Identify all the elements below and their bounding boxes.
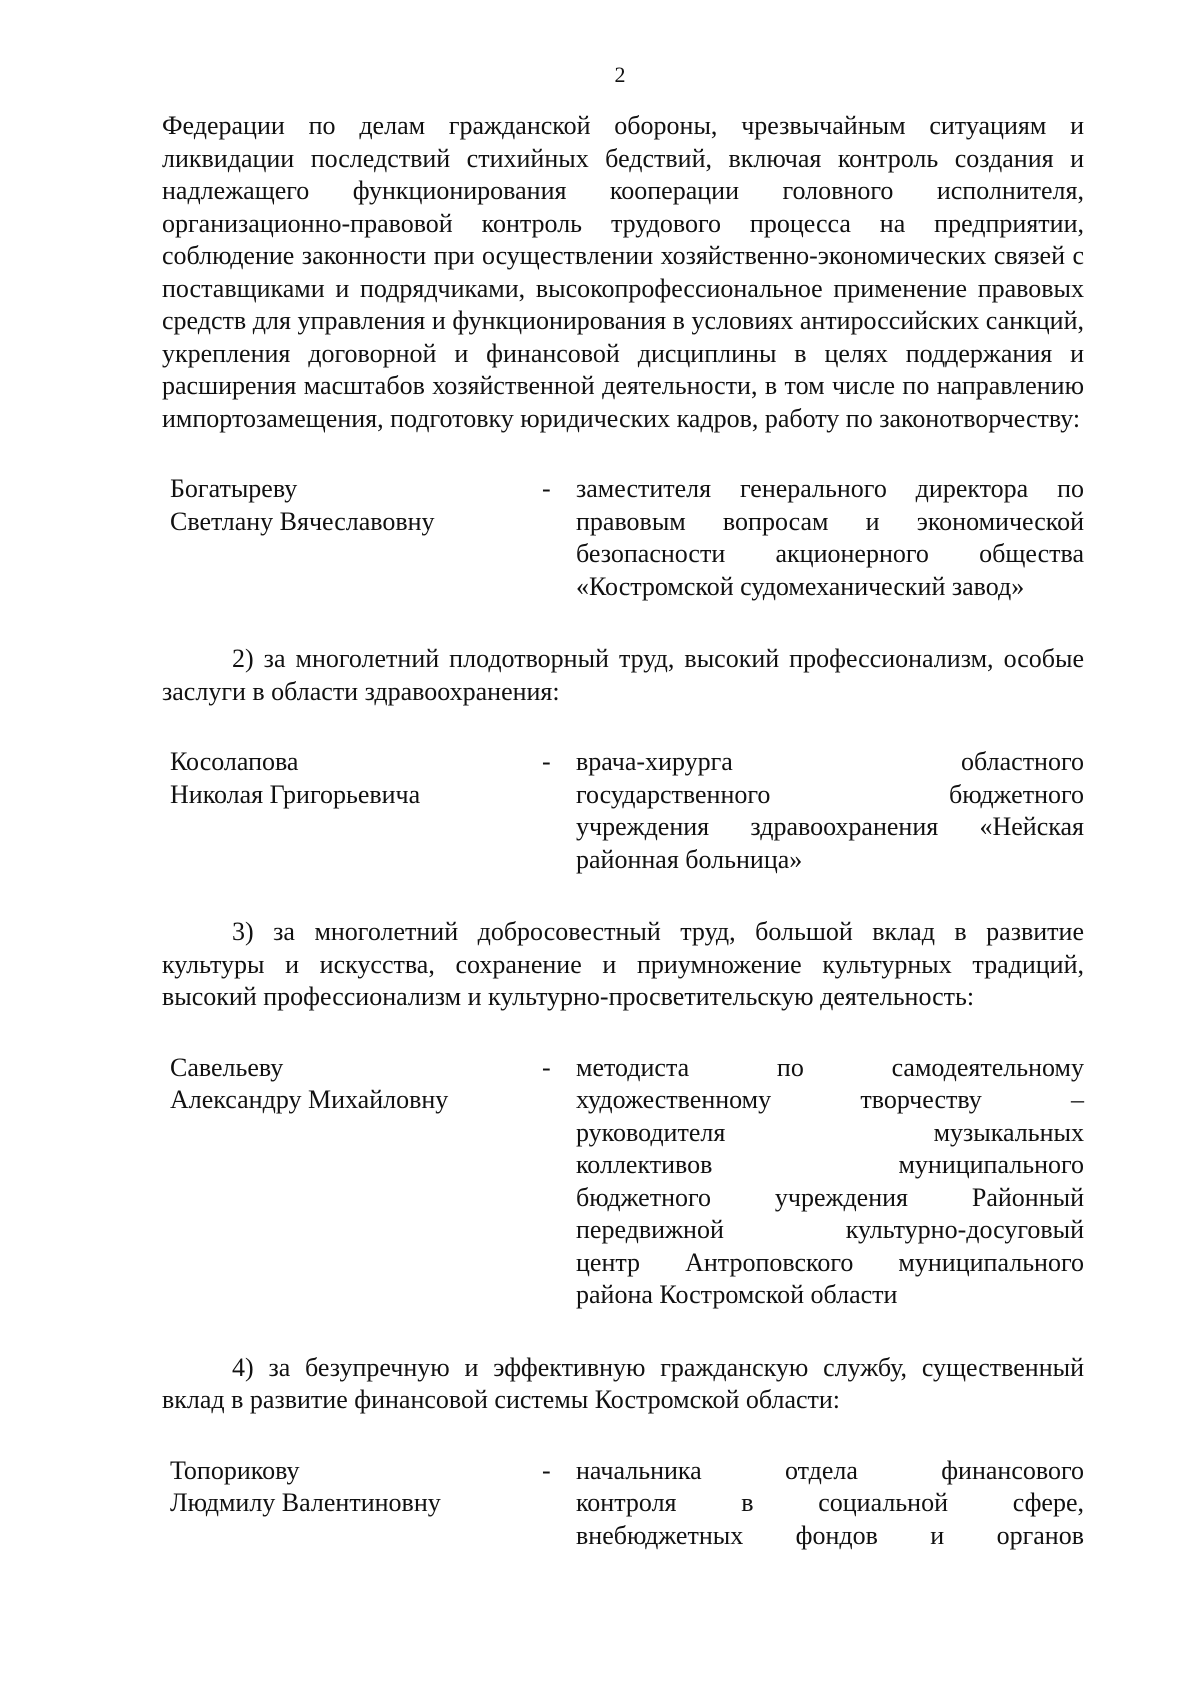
section-4-paragraph: 4) за безупречную и эффективную гражданскую службу, существенный вклад в развитие финансовой системы Костромской области:	[162, 1352, 1084, 1414]
dash-separator: -	[542, 1455, 551, 1485]
awardee-name: Богатыреву Светлану Вячеславовну	[170, 474, 435, 536]
awardee-name: Савельеву Александру Михайловну	[170, 1052, 449, 1114]
dash-separator: -	[542, 1052, 551, 1082]
section-3-paragraph: 3) за многолетний добросовестный труд, большой вклад в развитие культуры и искусства, сохранение и приумножение культурных традиций, высокий профессионализм и культурно-просветительскую деятельность:	[162, 917, 1084, 1011]
awardee-name: Топорикову Людмилу Валентиновну	[170, 1455, 441, 1517]
document-body	[162, 110, 1084, 1592]
awardee-name: Косолапова Николая Григорьевича	[170, 747, 421, 809]
awardee-4	[162, 1455, 1084, 1553]
page-number: 2	[614, 62, 626, 87]
awardee-2	[162, 746, 1084, 876]
awardee-3	[162, 1052, 1084, 1312]
awardee-1	[162, 473, 1084, 603]
awardee-position: начальника отдела финансового контроля в социальной сфере, внебюджетных фондов и органов	[576, 1455, 1084, 1550]
intro-paragraph: Федерации по делам гражданской обороны, чрезвычайным ситуациям и ликвидации последствий стихийных бедствий, включая контроль создания и надлежащего функционирования кооперации головного исполнителя, организационно-правовой контроль трудового процесса на предприятии, соблюдение законности при осуществлении хозяйственно-экономических связей с поставщиками и подрядчиками, высокопрофессиональное применение правовых средств для управления и функционирования в условиях антироссийских санкций, укрепления договорной и финансовой дисциплины в целях поддержания и расширения масштабов хозяйственной деятельности, в том числе по направлению импортозамещения, подготовку юридических кадров, работу по законотворчеству:	[162, 111, 1084, 433]
awardee-position: заместителя генерального директора по правовым вопросам и экономической безопасности акционерного общества «Костромской судомеханический завод»	[576, 474, 1084, 601]
awardee-position: врача-хирурга областного государственного бюджетного учреждения здравоохранения «Нейская районная больница»	[576, 747, 1084, 874]
section-2-paragraph: 2) за многолетний плодотворный труд, высокий профессионализм, особые заслуги в области здравоохранения:	[162, 644, 1084, 706]
dash-separator: -	[542, 747, 551, 776]
dash-separator: -	[542, 474, 551, 503]
awardee-position: методиста по самодеятельному художественному творчеству – руководителя музыкальных коллективов муниципального бюджетного учреждения Районный передвижной культурно-досуговый центр Антроповского муниципального района Костромской области	[576, 1052, 1084, 1309]
